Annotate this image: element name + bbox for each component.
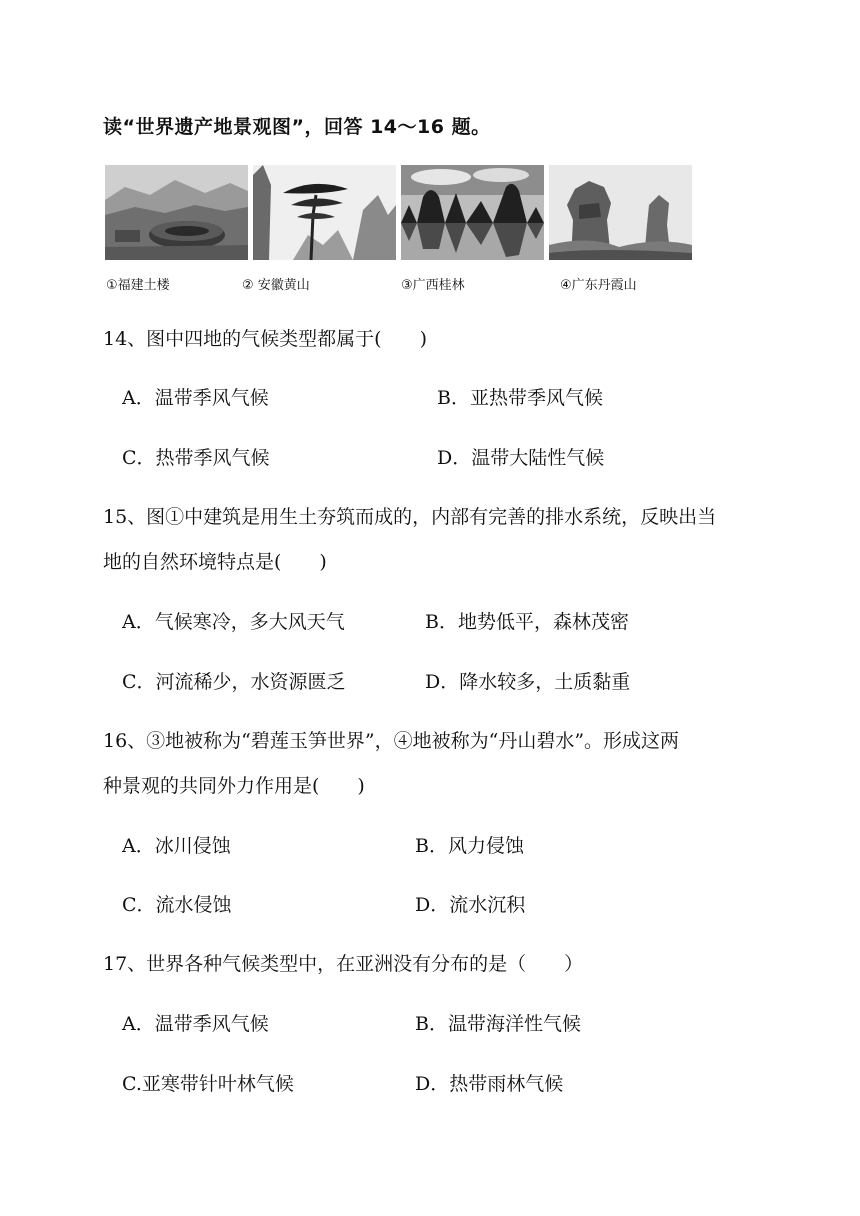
huangshan-photo	[253, 165, 396, 260]
question-17-option-d: D．热带雨林气候	[415, 1073, 564, 1095]
question-14-option-b: B．亚热带季风气候	[437, 387, 603, 409]
landscape-photos	[105, 165, 695, 295]
photo-caption-3: ③广西桂林	[401, 278, 465, 293]
question-16-stem-line-2: 种景观的共同外力作用是( )	[103, 775, 365, 797]
question-16-option-c: C．流水侵蚀	[122, 894, 232, 916]
photo-caption-2: ② 安徽黄山	[242, 278, 310, 293]
question-16-stem-line-1: 16、③地被称为“碧莲玉笋世界”，④地被称为“丹山碧水”。形成这两	[103, 730, 680, 752]
question-16-option-b: B．风力侵蚀	[415, 835, 524, 857]
question-14-stem: 14、图中四地的气候类型都属于( )	[103, 328, 428, 350]
question-15-stem-line-1: 15、图①中建筑是用生土夯筑而成的，内部有完善的排水系统，反映出当	[103, 506, 717, 528]
photo-caption-1: ①福建土楼	[106, 278, 170, 293]
question-17-option-b: B．温带海洋性气候	[415, 1013, 581, 1035]
question-16-option-d: D．流水沉积	[415, 894, 526, 916]
question-16-option-a: A．冰川侵蚀	[122, 835, 231, 857]
danxia-photo	[549, 165, 692, 260]
question-17-option-a: A．温带季风气候	[122, 1013, 269, 1035]
photo-caption-4: ④广东丹霞山	[560, 278, 637, 293]
question-15-option-b: B．地势低平，森林茂密	[425, 611, 629, 633]
question-14-option-d: D．温带大陆性气候	[437, 447, 605, 469]
question-17-stem: 17、世界各种气候类型中，在亚洲没有分布的是（ ）	[103, 953, 584, 975]
question-14-option-a: A．温带季风气候	[122, 387, 269, 409]
question-14-option-c: C．热带季风气候	[122, 447, 270, 469]
question-15-option-d: D．降水较多，土质黏重	[425, 671, 631, 693]
guilin-photo	[401, 165, 544, 260]
intro-text: 读“世界遗产地景观图”，回答 14～16 题。	[103, 116, 491, 138]
question-15-option-a: A．气候寒冷，多大风天气	[122, 611, 345, 633]
question-17-option-c: C.亚寒带针叶林气候	[122, 1073, 294, 1095]
question-15-option-c: C．河流稀少，水资源匮乏	[122, 671, 346, 693]
tulou-photo	[105, 165, 248, 260]
question-15-stem-line-2: 地的自然环境特点是( )	[103, 551, 327, 573]
